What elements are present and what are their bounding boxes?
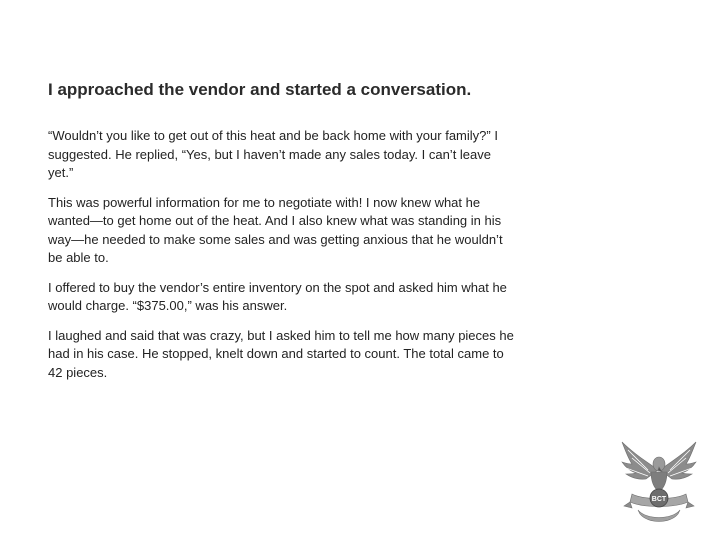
paragraph: “Wouldn’t you like to get out of this heat and be back home with your family?” I suggested. He replied, “Yes, but I haven’t made any sales today. I can’t leave yet.” <box>48 128 498 180</box>
slide-heading: I approached the vendor and started a conversation. <box>48 80 472 99</box>
slide-body <box>48 127 518 393</box>
paragraph: I offered to buy the vendor’s entire inventory on the spot and asked him what he would charge. “$375.00,” was his answer. <box>48 279 507 313</box>
paragraph: I laughed and said that was crazy, but I asked him to tell me how many pieces he had in his case. He stopped, knelt down and started to count. The total came to 42 pieces. <box>48 327 514 380</box>
eagle-crest-icon <box>618 436 700 526</box>
paragraph: This was powerful information for me to negotiate with! I now knew what he wanted—to get home out of the heat. And I also knew what was standing in his way—he needed to make some sales and was getting anxious that he wouldn’t be able to. <box>48 194 503 265</box>
logo-text: BCT <box>651 496 667 503</box>
